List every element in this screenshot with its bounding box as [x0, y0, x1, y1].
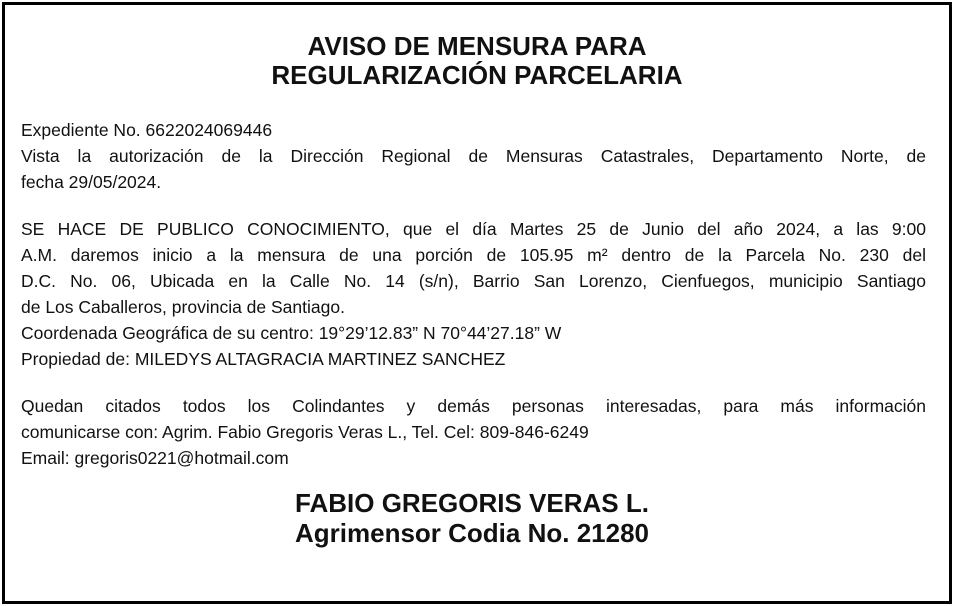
signature-block: [0, 488, 944, 548]
coordenada-text: Coordenada Geográfica de su centro: 19°29’12.83” N 70°44’27.18” W: [21, 323, 562, 343]
propiedad-text: Propiedad de: MILEDYS ALTAGRACIA MARTINEZ SANCHEZ: [21, 349, 506, 369]
conocimiento-line-4: de Los Caballeros, provincia de Santiago.: [21, 297, 345, 317]
vista-line-1: Vista la autorización de la Dirección Regional de Mensuras Catastrales, Departamento Norte, de: [21, 146, 926, 166]
email-text: Email: gregoris0221@hotmail.com: [21, 448, 289, 468]
conocimiento-line-2: A.M. daremos inicio a la mensura de una porción de 105.95 m² dentro de la Parcela No. 230 del: [21, 245, 926, 265]
title-line-2: REGULARIZACIÓN PARCELARIA: [271, 60, 683, 90]
expediente-number: Expediente No. 6622024069446: [21, 120, 273, 140]
vista-line-2: fecha 29/05/2024.: [21, 172, 162, 192]
conocimiento-block: [21, 216, 926, 372]
expediente-block: [21, 117, 926, 195]
signature-name: FABIO GREGORIS VERAS L.: [295, 488, 649, 518]
signature-title: Agrimensor Codia No. 21280: [295, 518, 649, 548]
citados-line-1: Quedan citados todos los Colindantes y demás personas interesadas, para más información: [21, 396, 926, 416]
conocimiento-line-1: SE HACE DE PUBLICO CONOCIMIENTO, que el día Martes 25 de Junio del año 2024, a las 9:00: [21, 219, 926, 239]
citados-block: [21, 393, 926, 471]
citados-line-2: comunicarse con: Agrim. Fabio Gregoris Veras L., Tel. Cel: 809-846-6249: [21, 422, 589, 442]
notice-title: [0, 32, 954, 90]
title-line-1: AVISO DE MENSURA PARA: [307, 31, 647, 61]
conocimiento-line-3: D.C. No. 06, Ubicada en la Calle No. 14 (s/n), Barrio San Lorenzo, Cienfuegos, municipio Santiago: [21, 271, 926, 291]
